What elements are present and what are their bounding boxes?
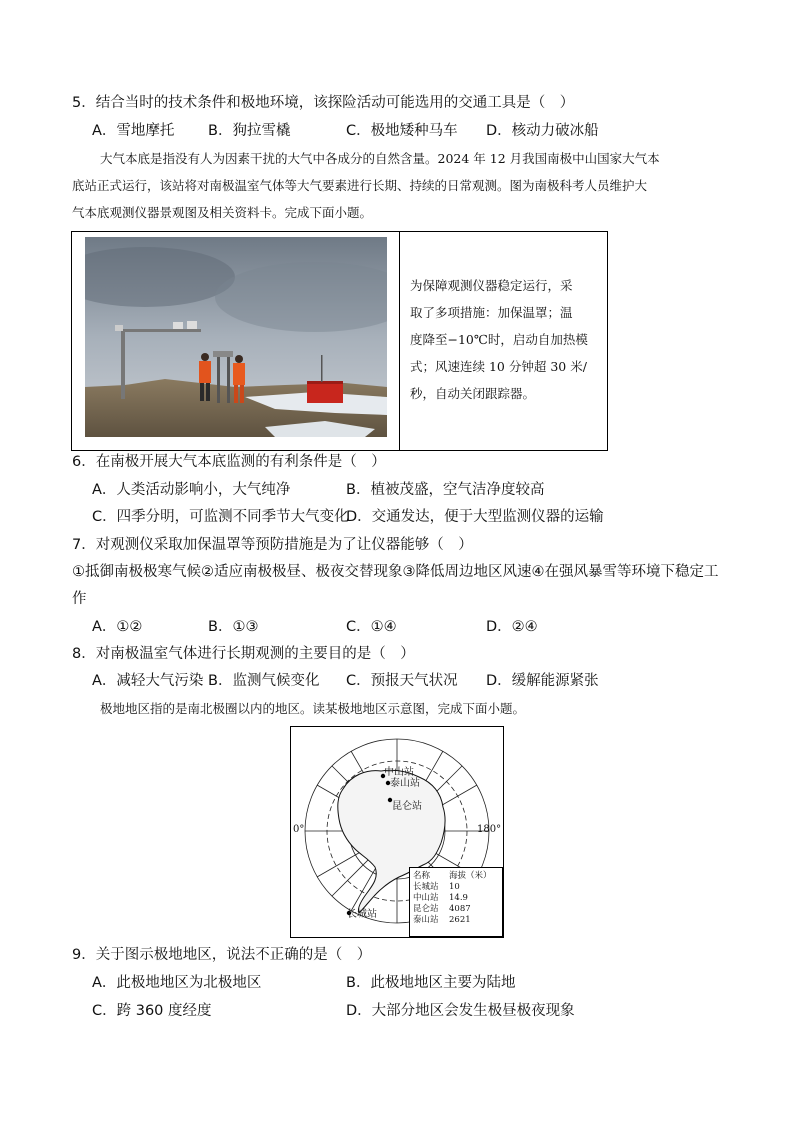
legend-elevation: 14.9: [449, 893, 468, 903]
station-label-changcheng: 长城站: [347, 909, 377, 920]
question-6-option-c: C．四季分明，可监测不同季节大气变化: [92, 509, 349, 525]
question-9-option-a: A．此极地地区为北极地区: [92, 975, 262, 991]
question-7-statements-cont: 作: [72, 591, 87, 607]
legend-row: [413, 882, 499, 893]
question-8-stem: 8．对南极温室气体进行长期观测的主要目的是（ ）: [72, 646, 415, 662]
question-6-stem: 6．在南极开展大气本底监测的有利条件是（ ）: [72, 454, 386, 470]
info-card-line: 式；风速连续 10 分钟超 30 米/: [410, 359, 587, 374]
legend-station: 长城站: [413, 882, 439, 892]
question-7-stem: 7．对观测仪采取加保温罩等预防措施是为了让仪器能够（ ）: [72, 537, 473, 553]
observation-instrument-photo: [85, 237, 387, 437]
station-label-zhongshan: 中山站: [384, 767, 414, 778]
legend-row: [413, 915, 499, 926]
station-elevation-legend: [409, 867, 503, 937]
question-7-statements: ①抵御南极极寒气候②适应南极极昼、极夜交替现象③降低周边地区风速④在强风暴雪等环境下稳定工: [72, 564, 719, 580]
station-label-kunlun: 昆仑站: [392, 801, 422, 812]
legend-station: 昆仑站: [413, 904, 439, 914]
intro-paragraph-line-3: 气本底观测仪器景观图及相关资料卡。完成下面小题。: [72, 205, 373, 220]
question-5-stem: 5．结合当时的技术条件和极地环境，该探险活动可能选用的交通工具是（ ）: [72, 95, 575, 111]
legend-header: [413, 871, 499, 882]
question-6-option-b: B．植被茂盛，空气洁净度较高: [346, 482, 545, 498]
info-card-line: 为保障观测仪器稳定运行，采: [410, 278, 573, 293]
info-card-line: 秒，自动关闭跟踪器。: [410, 386, 536, 401]
legend-elevation: 2621: [449, 915, 471, 925]
question-7-option-a: A．①②: [92, 619, 143, 635]
question-8-option-c: C．预报天气状况: [346, 673, 458, 689]
longitude-label-0: 0°: [293, 824, 305, 835]
question-8-option-b: B．监测气候变化: [208, 673, 320, 689]
question-7-option-c: C．①④: [346, 619, 397, 635]
info-card-text: [410, 272, 600, 407]
legend-header-name: 名称: [413, 871, 431, 881]
legend-row: [413, 893, 499, 904]
question-9-stem: 9．关于图示极地地区，说法不正确的是（ ）: [72, 947, 372, 963]
question-9-option-d: D．大部分地区会发生极昼极夜现象: [346, 1003, 575, 1019]
question-7-option-b: B．①③: [208, 619, 259, 635]
legend-station: 泰山站: [413, 915, 439, 925]
question-9-option-c: C．跨 360 度经度: [92, 1003, 212, 1019]
question-5-option-c: C．极地矮种马车: [346, 123, 458, 139]
box-divider: [399, 232, 400, 450]
question-6-option-d: D．交通发达，便于大型监测仪器的运输: [346, 509, 604, 525]
legend-station: 中山站: [413, 893, 439, 903]
question-9-option-b: B．此极地地区主要为陆地: [346, 975, 516, 991]
intro-paragraph-2: 极地地区指的是南北极圈以内的地区。读某极地地区示意图，完成下面小题。: [100, 701, 526, 716]
longitude-label-180: 180°: [477, 824, 502, 835]
question-6-option-a: A．人类活动影响小，大气纯净: [92, 482, 291, 498]
question-5-option-a: A．雪地摩托: [92, 123, 175, 139]
photo-and-info-card: [71, 231, 608, 451]
info-card-line: 度降至−10℃时，启动自加热模: [410, 332, 588, 347]
info-card-line: 取了多项措施：加保温罩；温: [410, 305, 573, 320]
question-7-option-d: D．②④: [486, 619, 538, 635]
question-8-option-a: A．减轻大气污染: [92, 673, 204, 689]
legend-elevation: 4087: [449, 904, 471, 914]
legend-header-elevation: 海拔（米）: [449, 871, 492, 881]
question-8-option-d: D．缓解能源紧张: [486, 673, 599, 689]
polar-region-map: [290, 726, 504, 938]
legend-row: [413, 904, 499, 915]
station-label-taishan: 泰山站: [390, 778, 420, 789]
question-5-option-b: B．狗拉雪橇: [208, 123, 291, 139]
intro-paragraph-line-1: 大气本底是指没有人为因素干扰的大气中各成分的自然含量。2024 年 12 月我国南极中山国家大气本: [100, 151, 660, 166]
legend-elevation: 10: [449, 882, 460, 892]
intro-paragraph-line-2: 底站正式运行，该站将对南极温室气体等大气要素进行长期、持续的日常观测。图为南极科考人员维护大: [72, 178, 648, 193]
question-5-option-d: D．核动力破冰船: [486, 123, 599, 139]
